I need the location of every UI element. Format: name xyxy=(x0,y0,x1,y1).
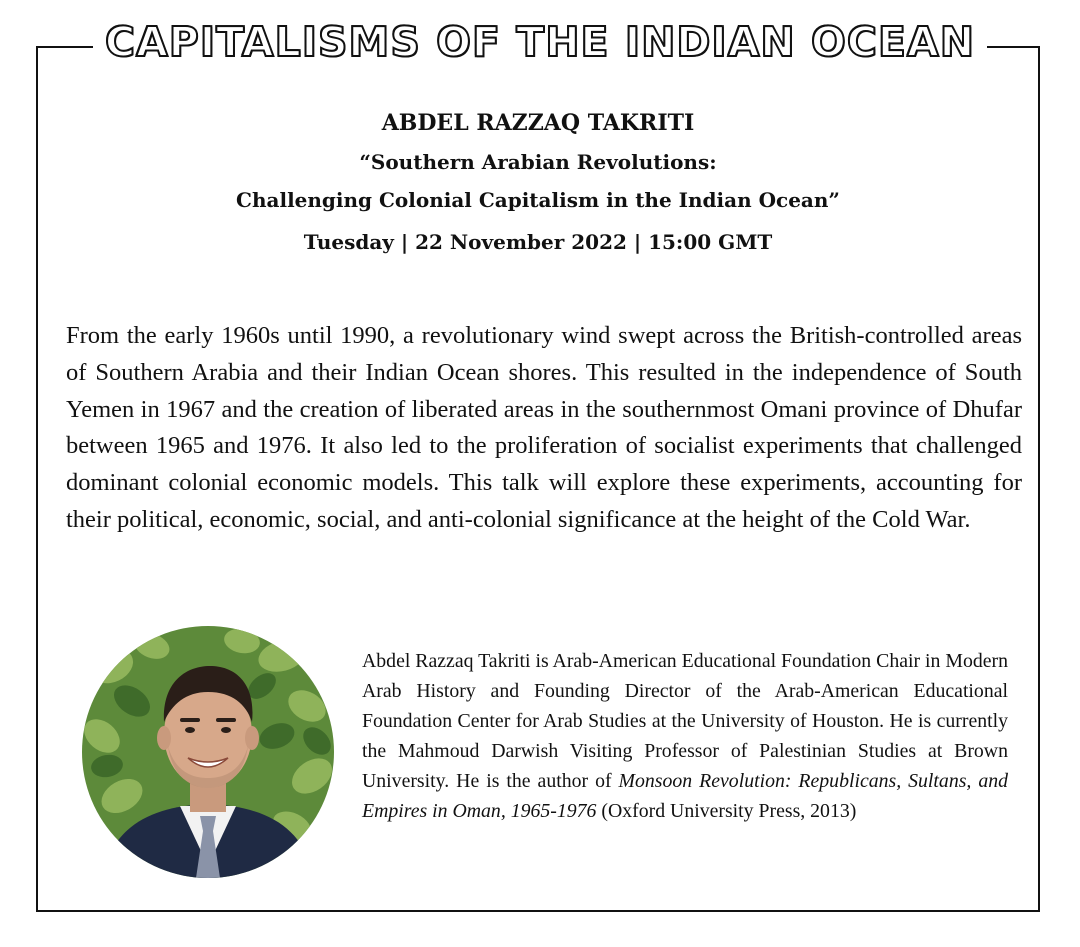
series-title: CAPITALISMS OF THE INDIAN OCEAN xyxy=(93,20,987,64)
speaker-photo xyxy=(82,626,334,878)
speaker-portrait-image xyxy=(82,626,334,878)
talk-title-line-2: Challenging Colonial Capitalism in the Indian Ocean” xyxy=(236,188,840,212)
bio-text-after: (Oxford University Press, 2013) xyxy=(596,800,857,822)
talk-abstract: From the early 1960s until 1990, a revolutionary wind swept across the British-controlled areas of Southern Arabia and their Indian Ocean shores. This resulted in the independence of South Yemen in 1967 and the creation of liberated areas in the southernmost Omani province of Dhufar between 1965 and 1976. It also led to the proliferation of socialist experiments that challenged dominant colonial economic models. This talk will explore these experiments, accounting for their political, economic, social, and anti-colonial significance at the height of the Cold War. xyxy=(66,322,1022,533)
talk-date-line: Tuesday | 22 November 2022 | 15:00 GMT xyxy=(303,230,773,254)
bio-book-title: Monsoon Revolution: Republicans, Sultans, and Empires in Oman, 1965-1976 xyxy=(362,770,1009,822)
bio-text-before: Abdel Razzaq Takriti is Arab-American Educational Foundation Chair in Modern Arab History and Founding Director of the Arab-American Educational Foundation Center for Arab Studies at the University of Houston. He is currently the Mahmoud Darwish Visiting Professor of Palestinian Studies at Brown University. He is the author of xyxy=(362,650,1008,792)
series-banner xyxy=(0,20,1080,64)
speaker-name: ABDEL RAZZAQ TAKRITI xyxy=(381,110,695,136)
speaker-bio xyxy=(362,646,1008,826)
talk-title-line-1: “Southern Arabian Revolutions: xyxy=(359,150,717,174)
